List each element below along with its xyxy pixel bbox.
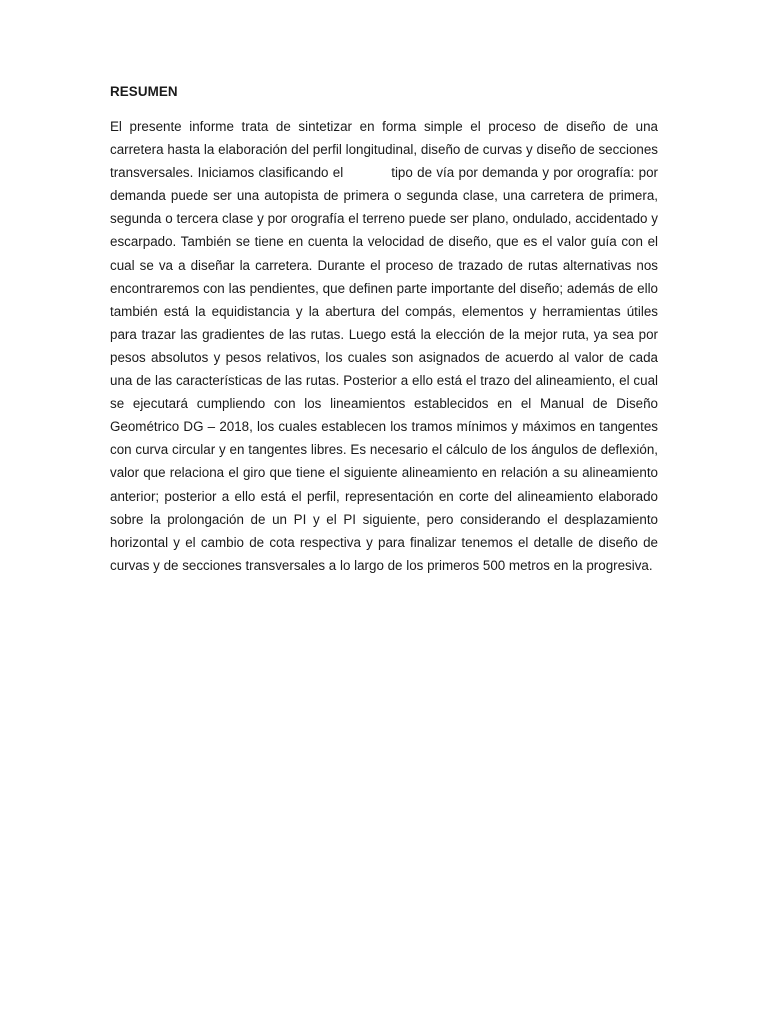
abstract-text-part-1: El presente informe trata de sintetizar en forma simple el proceso de diseño de una carretera hasta la elaboración del perfil longitudinal, diseño de curvas y diseño de secciones transversales. Iniciamos clasificando el: [110, 119, 658, 181]
abstract-paragraph: [110, 115, 658, 577]
abstract-text-part-2: tipo de vía por demanda y por orografía: por demanda puede ser una autopista de primera o segunda clase, una carretera de primera, segunda o tercera clase y por orografía el terreno puede ser plano, ondulado, accidentado y escarpado. También se tiene en cuenta la velocidad de diseño, que es el valor guía con el cual se va a diseñar la carretera. Durante el proceso de trazado de rutas alternativas nos encontraremos con las pendientes, que definen parte importante del diseño; además de ello también está la equidistancia y la abertura del compás, elementos y herramientas útiles para trazar las gradientes de las rutas. Luego está la elección de la mejor ruta, ya sea por pesos absolutos y pesos relativos, los cuales son asignados de acuerdo al valor de cada una de las características de las rutas. Posterior a ello está el trazo del alineamiento, el cual se ejecutará cumpliendo con los lineamientos establecidos en el Manual de Diseño Geométrico DG – 2018, los cuales establecen los tramos mínimos y máximos en tangentes con curva circular y en tangentes libres. Es necesario el cálculo de los ángulos de deflexión, valor que relaciona el giro que tiene el siguiente alineamiento en relación a su alineamiento anterior; posterior a ello está el perfil, representación en corte del alineamiento elaborado sobre la prolongación de un PI y el PI siguiente, pero considerando el desplazamiento horizontal y el cambio de cota respectiva y para finalizar tenemos el detalle de diseño de curvas y de secciones transversales a lo largo de los primeros 500 metros en la progresiva.: [110, 165, 658, 573]
section-heading: RESUMEN: [110, 84, 178, 99]
